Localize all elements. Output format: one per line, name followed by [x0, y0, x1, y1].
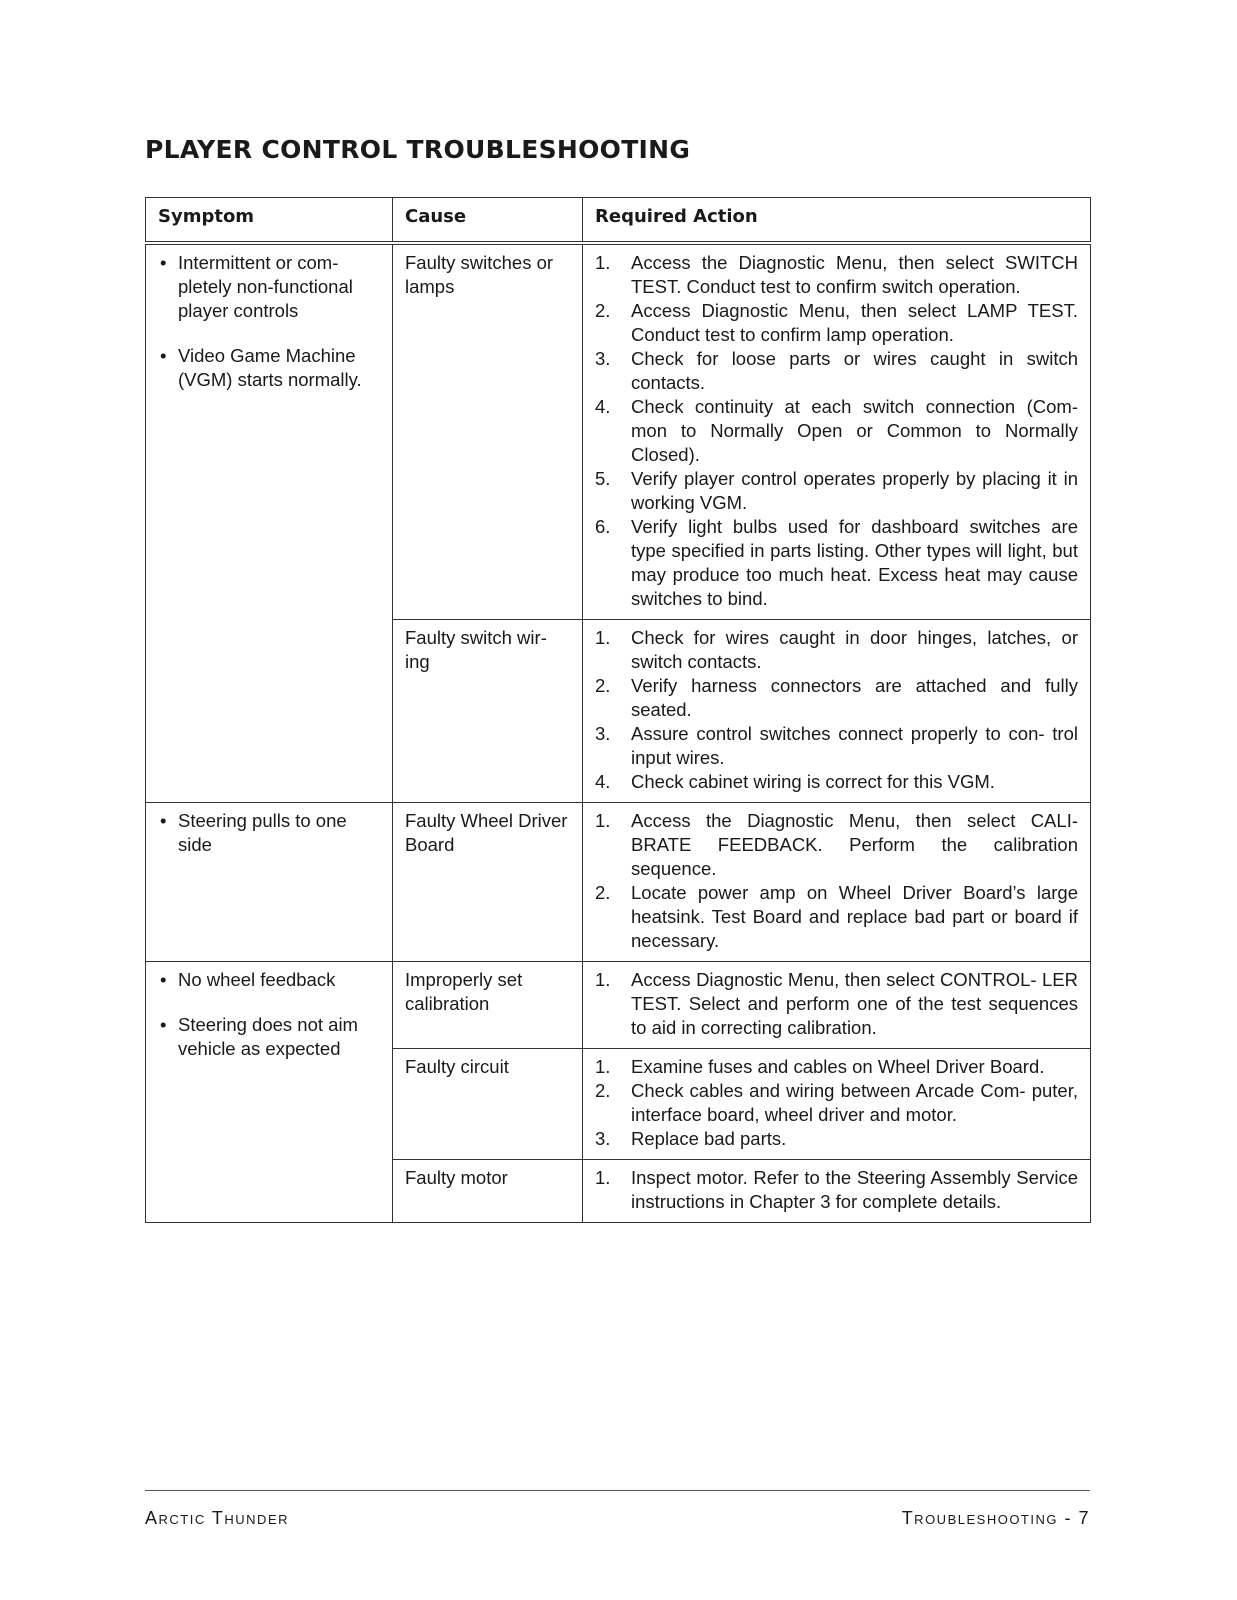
- action-list: [595, 968, 1078, 1040]
- symptom-item: • Intermittent or com- pletely non-functional player controls: [158, 251, 380, 323]
- cause-cell: Faulty switches or lamps: [393, 243, 583, 620]
- action-text: Inspect motor. Refer to the Steering Assembly Service instructions in Chapter 3 for complete details.: [631, 1167, 1078, 1212]
- symptom-cell: [146, 962, 393, 1223]
- action-number: 2.: [595, 675, 611, 696]
- action-text: Check cabinet wiring is correct for this VGM.: [631, 771, 995, 792]
- footer-manual-title: Arctic Thunder: [145, 1508, 290, 1528]
- action-list: [595, 1055, 1078, 1151]
- symptom-cell: [146, 243, 393, 803]
- action-item: [595, 299, 1078, 347]
- action-number: 2.: [595, 882, 611, 903]
- action-text: Assure control switches connect properly to con- trol input wires.: [631, 723, 1078, 768]
- cause-cell: Faulty circuit: [393, 1049, 583, 1160]
- action-number: 2.: [595, 300, 611, 321]
- symptom-cell: [146, 803, 393, 962]
- action-item: [595, 674, 1078, 722]
- action-list: [595, 251, 1078, 611]
- action-number: 3.: [595, 723, 611, 744]
- action-text: Access the Diagnostic Menu, then select SWITCH TEST. Conduct test to confirm switch operation.: [631, 252, 1078, 297]
- action-text: Access Diagnostic Menu, then select LAMP TEST. Conduct test to confirm lamp operation.: [631, 300, 1078, 345]
- action-number: 3.: [595, 348, 611, 369]
- action-number: 4.: [595, 771, 611, 792]
- action-item: [595, 1079, 1078, 1127]
- table-row: [146, 243, 1091, 620]
- required-action-cell: [583, 962, 1091, 1049]
- header-cause: Cause: [393, 198, 583, 244]
- action-text: Verify harness connectors are attached and fully seated.: [631, 675, 1078, 720]
- action-item: [595, 515, 1078, 611]
- action-number: 1.: [595, 627, 611, 648]
- required-action-cell: [583, 803, 1091, 962]
- action-number: 1.: [595, 1056, 611, 1077]
- action-item: [595, 722, 1078, 770]
- action-item: [595, 626, 1078, 674]
- cause-cell: Faulty Wheel Driver Board: [393, 803, 583, 962]
- header-symptom: Symptom: [146, 198, 393, 244]
- action-item: [595, 1127, 1078, 1151]
- action-item: [595, 770, 1078, 794]
- required-action-cell: [583, 1049, 1091, 1160]
- symptom-item: • No wheel feedback: [158, 968, 380, 992]
- action-text: Replace bad parts.: [631, 1128, 787, 1149]
- action-number: 1.: [595, 252, 611, 273]
- action-item: [595, 809, 1078, 881]
- page-title: PLAYER CONTROL TROUBLESHOOTING: [145, 135, 691, 164]
- action-text: Verify light bulbs used for dashboard switches are type specified in parts listing. Other types will light, but may produce too much heat. Excess heat may cause switches to bind.: [631, 516, 1078, 609]
- action-number: 1.: [595, 1167, 611, 1188]
- action-number: 2.: [595, 1080, 611, 1101]
- cause-cell: Faulty switch wir- ing: [393, 620, 583, 803]
- action-text: Examine fuses and cables on Wheel Driver Board.: [631, 1056, 1045, 1077]
- required-action-cell: [583, 1160, 1091, 1223]
- header-required-action: Required Action: [583, 198, 1091, 244]
- table-row: [146, 803, 1091, 962]
- table-body: [146, 243, 1091, 1223]
- cause-cell: Improperly set calibration: [393, 962, 583, 1049]
- footer-rule: [145, 1490, 1090, 1491]
- action-text: Access the Diagnostic Menu, then select CALI- BRATE FEEDBACK. Perform the calibration sequence.: [631, 810, 1078, 879]
- symptom-item: • Steering does not aim vehicle as expected: [158, 1013, 380, 1061]
- action-text: Verify player control operates properly by placing it in working VGM.: [631, 468, 1078, 513]
- action-text: Check continuity at each switch connection (Com- mon to Normally Open or Common to Normally Closed).: [631, 396, 1078, 465]
- action-item: [595, 968, 1078, 1040]
- action-text: Check for wires caught in door hinges, latches, or switch contacts.: [631, 627, 1078, 672]
- required-action-cell: [583, 243, 1091, 620]
- action-text: Locate power amp on Wheel Driver Board’s large heatsink. Test Board and replace bad part or board if necessary.: [631, 882, 1078, 951]
- symptom-list: [158, 809, 380, 857]
- action-item: [595, 347, 1078, 395]
- action-list: [595, 626, 1078, 794]
- troubleshooting-table: [145, 197, 1091, 1223]
- footer-section-page: Troubleshooting - 7: [901, 1508, 1090, 1528]
- action-number: 6.: [595, 516, 611, 537]
- action-item: [595, 1166, 1078, 1214]
- symptom-list: [158, 251, 380, 392]
- action-text: Check cables and wiring between Arcade Com- puter, interface board, wheel driver and motor.: [631, 1080, 1078, 1125]
- action-number: 4.: [595, 396, 611, 417]
- action-item: [595, 395, 1078, 467]
- cause-cell: Faulty motor: [393, 1160, 583, 1223]
- action-item: [595, 467, 1078, 515]
- action-item: [595, 881, 1078, 953]
- action-list: [595, 1166, 1078, 1214]
- action-number: 1.: [595, 969, 611, 990]
- symptom-item: • Steering pulls to one side: [158, 809, 380, 857]
- symptom-item: • Video Game Machine (VGM) starts normally.: [158, 344, 380, 392]
- table-row: [146, 962, 1091, 1049]
- action-item: [595, 1055, 1078, 1079]
- action-text: Access Diagnostic Menu, then select CONTROL- LER TEST. Select and perform one of the test sequences to aid in correcting calibration.: [631, 969, 1078, 1038]
- symptom-list: [158, 968, 380, 1061]
- required-action-cell: [583, 620, 1091, 803]
- action-number: 1.: [595, 810, 611, 831]
- action-number: 5.: [595, 468, 611, 489]
- action-text: Check for loose parts or wires caught in switch contacts.: [631, 348, 1078, 393]
- action-number: 3.: [595, 1128, 611, 1149]
- table-header-row: [146, 198, 1091, 244]
- action-list: [595, 809, 1078, 953]
- action-item: [595, 251, 1078, 299]
